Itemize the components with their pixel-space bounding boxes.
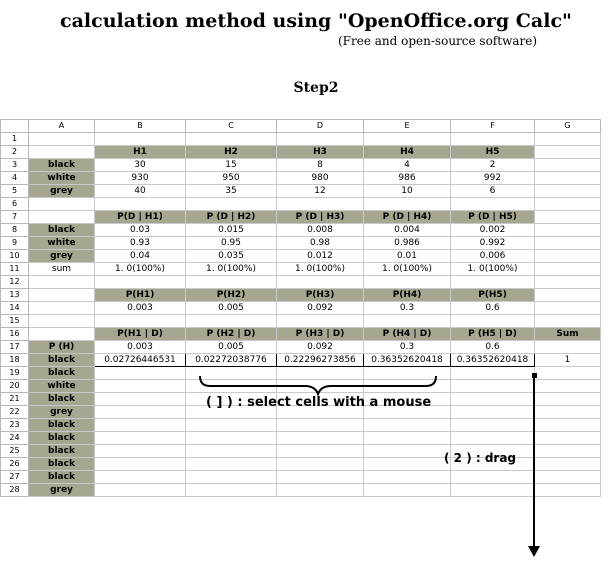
cell[interactable]: 0.092 xyxy=(277,302,364,315)
cell[interactable]: 0.002 xyxy=(451,224,535,237)
cell[interactable]: P(H4) xyxy=(364,289,451,302)
cell[interactable]: black xyxy=(29,159,95,172)
cell[interactable]: grey xyxy=(29,406,95,419)
cell[interactable]: P (D | H3) xyxy=(277,211,364,224)
row-header[interactable]: 27 xyxy=(1,471,29,484)
row-header[interactable]: 25 xyxy=(1,445,29,458)
cell[interactable]: 40 xyxy=(95,185,186,198)
page-subtitle: (Free and open-source software) xyxy=(338,34,538,48)
cell[interactable]: black xyxy=(29,445,95,458)
cell[interactable]: 0.04 xyxy=(95,250,186,263)
cell[interactable]: 0.02272038776 xyxy=(186,354,277,367)
cell[interactable]: 1 xyxy=(535,354,601,367)
cell[interactable]: grey xyxy=(29,484,95,497)
column-header-d[interactable]: D xyxy=(277,120,364,133)
cell[interactable]: 0.003 xyxy=(95,341,186,354)
cell[interactable]: white xyxy=(29,237,95,250)
cell[interactable]: 6 xyxy=(451,185,535,198)
cell[interactable]: 0.36352620418 xyxy=(451,354,535,367)
row-header[interactable]: 6 xyxy=(1,198,29,211)
cell[interactable]: H2 xyxy=(186,146,277,159)
cell[interactable]: Sum xyxy=(535,328,601,341)
row-header[interactable]: 1 xyxy=(1,133,29,146)
row-header[interactable]: 3 xyxy=(1,159,29,172)
fill-handle xyxy=(532,373,537,378)
row-header[interactable]: 24 xyxy=(1,432,29,445)
cell[interactable]: 15 xyxy=(186,159,277,172)
cell[interactable]: black xyxy=(29,224,95,237)
row-header[interactable]: 14 xyxy=(1,302,29,315)
row-header[interactable]: 8 xyxy=(1,224,29,237)
cell[interactable]: 986 xyxy=(364,172,451,185)
column-header-b[interactable]: B xyxy=(95,120,186,133)
cell[interactable]: P(H5) xyxy=(451,289,535,302)
cell[interactable]: 980 xyxy=(277,172,364,185)
cell[interactable]: H5 xyxy=(451,146,535,159)
cell[interactable]: P (D | H2) xyxy=(186,211,277,224)
column-header-c[interactable]: C xyxy=(186,120,277,133)
cell[interactable]: P(H3) xyxy=(277,289,364,302)
cell[interactable]: sum xyxy=(29,263,95,276)
cell[interactable]: white xyxy=(29,380,95,393)
cell[interactable]: black xyxy=(29,432,95,445)
row-header[interactable]: 22 xyxy=(1,406,29,419)
row-header[interactable]: 16 xyxy=(1,328,29,341)
cell[interactable]: 0.3 xyxy=(364,302,451,315)
cell[interactable]: H1 xyxy=(95,146,186,159)
cell[interactable]: 992 xyxy=(451,172,535,185)
page-title: calculation method using "OpenOffice.org Calc" xyxy=(60,10,572,32)
row-header[interactable]: 20 xyxy=(1,380,29,393)
cell[interactable]: P (H4 | D) xyxy=(364,328,451,341)
cell[interactable]: 0.6 xyxy=(451,302,535,315)
row-header[interactable]: 7 xyxy=(1,211,29,224)
cell[interactable]: 12 xyxy=(277,185,364,198)
cell[interactable]: P(H2) xyxy=(186,289,277,302)
row-header[interactable]: 11 xyxy=(1,263,29,276)
cell[interactable]: 0.3 xyxy=(364,341,451,354)
row-header[interactable]: 21 xyxy=(1,393,29,406)
cell[interactable]: 0.95 xyxy=(186,237,277,250)
cell[interactable]: black xyxy=(29,393,95,406)
cell[interactable]: 0.6 xyxy=(451,341,535,354)
row-header[interactable]: 9 xyxy=(1,237,29,250)
cell[interactable]: 35 xyxy=(186,185,277,198)
column-header-a[interactable]: A xyxy=(29,120,95,133)
row-header[interactable]: 13 xyxy=(1,289,29,302)
cell[interactable]: P (H3 | D) xyxy=(277,328,364,341)
cell[interactable]: P (D | H4) xyxy=(364,211,451,224)
row-header[interactable]: 10 xyxy=(1,250,29,263)
column-header-f[interactable]: F xyxy=(451,120,535,133)
cell[interactable]: 0.03 xyxy=(95,224,186,237)
cell[interactable]: 0.992 xyxy=(451,237,535,250)
cell[interactable]: grey xyxy=(29,250,95,263)
cell[interactable]: P (H2 | D) xyxy=(186,328,277,341)
cell[interactable]: 30 xyxy=(95,159,186,172)
cell[interactable]: 1. 0(100%) xyxy=(451,263,535,276)
cell[interactable]: 0.003 xyxy=(95,302,186,315)
cell[interactable]: black xyxy=(29,354,95,367)
cell[interactable]: 0.98 xyxy=(277,237,364,250)
column-header-g[interactable]: G xyxy=(535,120,601,133)
cell[interactable]: 950 xyxy=(186,172,277,185)
cell[interactable]: 10 xyxy=(364,185,451,198)
row-header[interactable]: 12 xyxy=(1,276,29,289)
cell[interactable]: H3 xyxy=(277,146,364,159)
cell[interactable]: P(D | H1) xyxy=(95,211,186,224)
row-header[interactable]: 28 xyxy=(1,484,29,497)
selection-brace xyxy=(200,376,436,394)
cell[interactable]: 0.22296273856 xyxy=(277,354,364,367)
row-header[interactable]: 19 xyxy=(1,367,29,380)
cell[interactable]: white xyxy=(29,172,95,185)
step-label: Step2 xyxy=(293,80,339,96)
cell[interactable]: 1. 0(100%) xyxy=(277,263,364,276)
cell[interactable]: 1. 0(100%) xyxy=(186,263,277,276)
cell[interactable]: 1. 0(100%) xyxy=(364,263,451,276)
row-header[interactable]: 26 xyxy=(1,458,29,471)
cell[interactable]: 0.93 xyxy=(95,237,186,250)
cell[interactable]: 4 xyxy=(364,159,451,172)
cell[interactable]: P (D | H5) xyxy=(451,211,535,224)
cell[interactable]: black xyxy=(29,458,95,471)
row-header[interactable]: 5 xyxy=(1,185,29,198)
cell[interactable]: P(H1) xyxy=(95,289,186,302)
row-header[interactable]: 4 xyxy=(1,172,29,185)
cell[interactable]: 930 xyxy=(95,172,186,185)
cell[interactable]: 0.012 xyxy=(277,250,364,263)
cell[interactable]: black xyxy=(29,367,95,380)
cell[interactable]: 0.36352620418 xyxy=(364,354,451,367)
row-header[interactable]: 17 xyxy=(1,341,29,354)
column-header-e[interactable]: E xyxy=(364,120,451,133)
cell[interactable]: 0.008 xyxy=(277,224,364,237)
cell[interactable]: 0.035 xyxy=(186,250,277,263)
drag-note: ( 2 ) : drag xyxy=(444,451,517,465)
select-note: ( ] ) : select cells with a mouse xyxy=(206,395,432,410)
cell[interactable]: 1. 0(100%) xyxy=(95,263,186,276)
row-header[interactable]: 15 xyxy=(1,315,29,328)
cell[interactable]: 0.986 xyxy=(364,237,451,250)
cell[interactable]: 0.006 xyxy=(451,250,535,263)
cell[interactable]: 0.005 xyxy=(186,302,277,315)
row-header[interactable]: 2 xyxy=(1,146,29,159)
row-header[interactable]: 23 xyxy=(1,419,29,432)
drag-arrow-head xyxy=(528,546,540,557)
cell[interactable]: 2 xyxy=(451,159,535,172)
cell[interactable]: 0.02726446531 xyxy=(95,354,186,367)
cell[interactable]: P(H1 | D) xyxy=(95,328,186,341)
cell[interactable]: 0.015 xyxy=(186,224,277,237)
cell[interactable]: grey xyxy=(29,185,95,198)
cell[interactable]: 8 xyxy=(277,159,364,172)
row-header[interactable]: 18 xyxy=(1,354,29,367)
cell[interactable]: 0.004 xyxy=(364,224,451,237)
cell[interactable]: P (H5 | D) xyxy=(451,328,535,341)
cell[interactable]: 0.092 xyxy=(277,341,364,354)
cell[interactable]: H4 xyxy=(364,146,451,159)
cell[interactable]: P (H) xyxy=(29,341,95,354)
cell[interactable]: black xyxy=(29,419,95,432)
cell[interactable]: 0.005 xyxy=(186,341,277,354)
cell[interactable]: black xyxy=(29,471,95,484)
cell[interactable]: 0.01 xyxy=(364,250,451,263)
